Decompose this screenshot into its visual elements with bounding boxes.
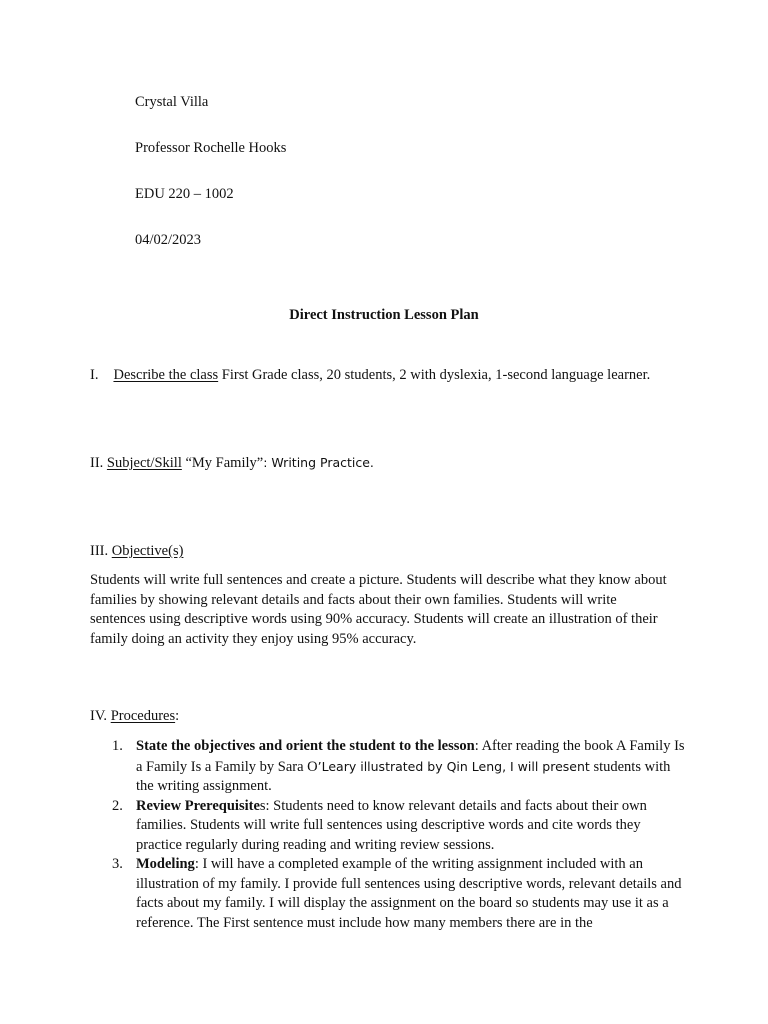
section-text-sans: : Writing Practice.: [263, 455, 374, 470]
item-heading: Modeling: [136, 856, 195, 872]
item-heading: State the objectives and orient the student to the lesson: [136, 738, 475, 754]
section-numeral: II.: [90, 455, 104, 471]
document-title: Direct Instruction Lesson Plan: [289, 307, 479, 323]
section-numeral: IV.: [90, 708, 108, 724]
student-name: Crystal Villa: [135, 94, 209, 110]
section-label: Describe the class: [113, 367, 219, 383]
item-text: s: Students need to know relevant details and facts about their own families. Students will write full sentences using descriptive words and cite words they practice regularly during reading and writing review sessions.: [136, 797, 647, 853]
procedure-item: [90, 855, 690, 933]
course-code: EDU 220 – 1002: [135, 186, 234, 202]
section-procedures-heading: [90, 708, 179, 725]
procedure-item: [90, 797, 690, 856]
section-label: Procedures: [110, 708, 176, 724]
section-describe-class: [90, 367, 650, 384]
item-text: : I will have a completed example of the writing assignment included with an illustration of my family. I provide full sentences using descriptive words, relevant details and facts about my family. I will display the assignment on the board so students may use it as a reference. The First sentence must include how many members there are in the: [136, 856, 682, 931]
item-number: 1.: [112, 738, 123, 754]
section-label: Objective(s): [111, 543, 184, 559]
item-text-sans: ’Leary illustrated by Qin Leng, I will present: [317, 758, 590, 774]
item-text-end: students with the writing assignment.: [136, 758, 671, 794]
section-numeral: III.: [90, 543, 109, 559]
section-label: Subject/Skill: [106, 455, 182, 471]
section-objectives-heading: [90, 543, 183, 560]
section-numeral: I.: [90, 367, 99, 383]
section-text: First Grade class, 20 students, 2 with dyslexia, 1-second language learner.: [218, 367, 651, 383]
procedures-list: [90, 737, 690, 933]
professor-name: Professor Rochelle Hooks: [135, 140, 287, 156]
item-number: 2.: [112, 797, 123, 814]
item-heading: Review Prerequisite: [136, 797, 260, 814]
section-colon: :: [175, 708, 180, 724]
section-text: “My Family”: [181, 455, 264, 471]
section-subject-skill: [90, 455, 374, 472]
objectives-paragraph: Students will write full sentences and create a picture. Students will describe what they know about families by showing relevant details and facts about their own families. Students will write sentences using descriptive words using 90% accuracy. Students will create an illustration of their family doing an activity they enjoy using 95% accuracy.: [90, 572, 667, 647]
item-number: 3.: [112, 856, 123, 872]
document-date: 04/02/2023: [135, 232, 202, 248]
procedure-item: [90, 737, 690, 797]
item-text: : After reading the book A Family Is a Family Is a Family by Sara O: [136, 738, 685, 775]
